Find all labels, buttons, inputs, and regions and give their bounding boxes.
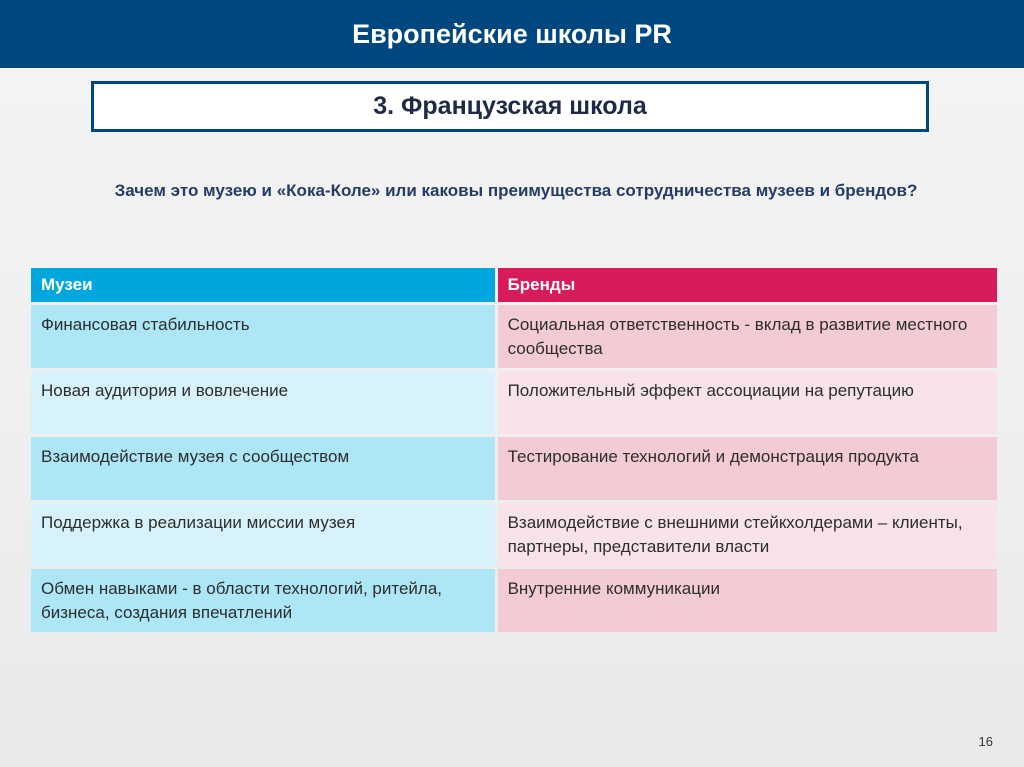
table-row (31, 437, 997, 500)
table-row (31, 371, 997, 434)
header-bar (0, 0, 1024, 68)
brand-cell: Положительный эффект ассоциации на репутацию (498, 371, 997, 434)
table-row (31, 569, 997, 632)
museum-cell: Обмен навыками - в области технологий, ритейла, бизнеса, создания впечатлений (31, 569, 495, 632)
brand-cell: Внутренние коммуникации (498, 569, 997, 632)
slide-subtitle: 3. Французская школа (373, 92, 647, 120)
table-row (31, 305, 997, 368)
brand-cell: Взаимодействие с внешними стейкхолдерами – клиенты, партнеры, представители власти (498, 503, 997, 566)
museum-cell: Поддержка в реализации миссии музея (31, 503, 495, 566)
museum-cell: Финансовая стабильность (31, 305, 495, 368)
page-number: 16 (978, 734, 993, 749)
header-museums: Музеи (31, 268, 495, 302)
header-brands: Бренды (498, 268, 997, 302)
table-row (31, 503, 997, 566)
museum-cell: Взаимодействие музея с сообществом (31, 437, 495, 500)
subtitle-box (91, 81, 929, 132)
brand-cell: Социальная ответственность - вклад в развитие местного сообщества (498, 305, 997, 368)
slide-title: Европейские школы PR (352, 18, 672, 49)
table-header-row (31, 268, 997, 302)
comparison-table (28, 265, 1000, 635)
question-text: Зачем это музею и «Кока-Коле» или каковы преимущества сотрудничества музеев и брендов? (114, 181, 918, 200)
brand-cell: Тестирование технологий и демонстрация продукта (498, 437, 997, 500)
museum-cell: Новая аудитория и вовлечение (31, 371, 495, 434)
